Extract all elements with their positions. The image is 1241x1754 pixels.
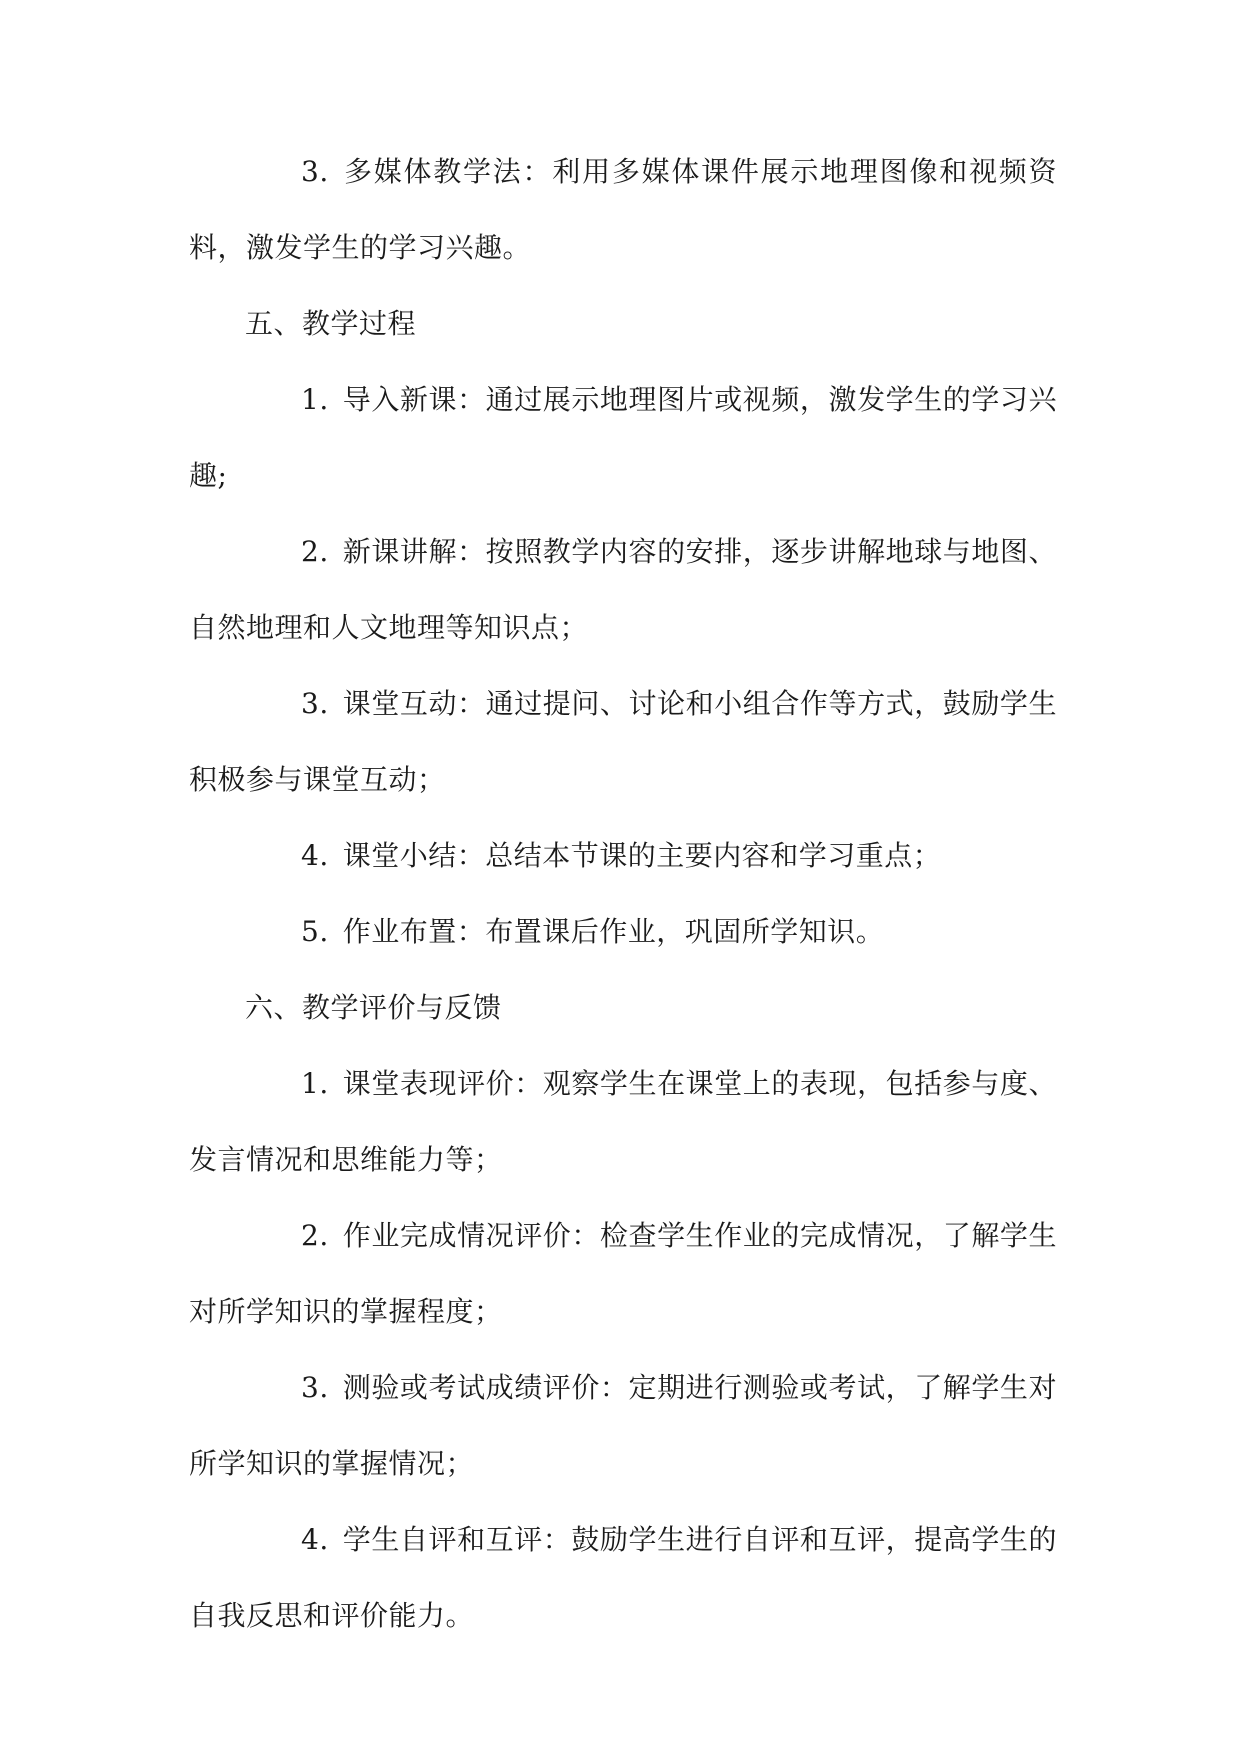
item-text: 课堂表现评价：观察学生在课堂上的表现，包括参与度、发言情况和思维能力等； <box>189 1067 1057 1176</box>
item-number: 4. <box>301 839 329 872</box>
item-number: 1. <box>301 1067 329 1100</box>
paragraph-evaluation-2 <box>189 1198 1057 1350</box>
item-number: 3. <box>301 1371 329 1404</box>
paragraph-evaluation-4 <box>189 1502 1057 1654</box>
paragraph-process-3 <box>189 666 1057 818</box>
item-number: 2. <box>301 535 329 568</box>
paragraph-process-5 <box>189 894 1057 970</box>
paragraph-evaluation-1 <box>189 1046 1057 1198</box>
item-text: 作业完成情况评价：检查学生作业的完成情况，了解学生对所学知识的掌握程度； <box>189 1219 1057 1328</box>
item-text: 导入新课：通过展示地理图片或视频，激发学生的学习兴趣; <box>189 383 1057 492</box>
item-text: 新课讲解：按照教学内容的安排，逐步讲解地球与地图、自然地理和人文地理等知识点； <box>189 535 1057 644</box>
paragraph-multimedia-method <box>189 134 1057 286</box>
paragraph-evaluation-3 <box>189 1350 1057 1502</box>
paragraph-process-2 <box>189 514 1057 666</box>
section-heading-evaluation: 六、教学评价与反馈 <box>245 991 502 1024</box>
item-number: 3. <box>301 687 329 720</box>
item-text: 课堂小结：总结本节课的主要内容和学习重点； <box>342 839 942 872</box>
item-text: 作业布置：布置课后作业，巩固所学知识。 <box>342 915 885 948</box>
paragraph-process-1 <box>189 362 1057 514</box>
item-number: 4. <box>301 1523 329 1556</box>
item-text: 学生自评和互评：鼓励学生进行自评和互评，提高学生的自我反思和评价能力。 <box>189 1523 1057 1632</box>
item-text: 测验或考试成绩评价：定期进行测验或考试，了解学生对所学知识的掌握情况； <box>189 1371 1057 1480</box>
document-body <box>189 134 1057 1654</box>
item-number: 5. <box>301 915 329 948</box>
paragraph-process-4 <box>189 818 1057 894</box>
item-text: 多媒体教学法：利用多媒体课件展示地理图像和视频资料，激发学生的学习兴趣。 <box>189 155 1057 264</box>
item-text: 课堂互动：通过提问、讨论和小组合作等方式，鼓励学生积极参与课堂互动； <box>189 687 1057 796</box>
item-number: 1. <box>301 383 329 416</box>
item-number: 3. <box>301 155 329 188</box>
section-heading-teaching-process: 五、教学过程 <box>245 307 417 340</box>
item-number: 2. <box>301 1219 329 1252</box>
